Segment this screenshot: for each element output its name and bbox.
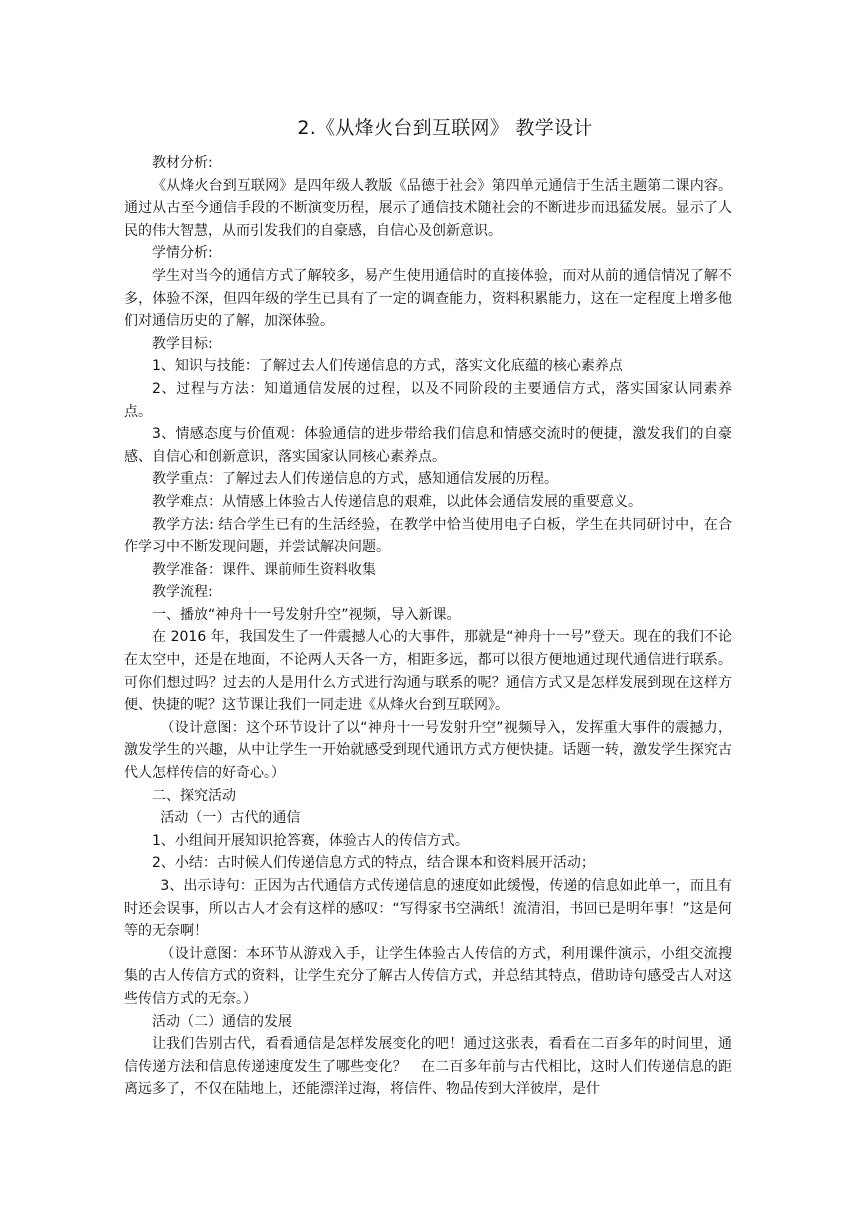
sub-paragraph: 活动（一）古代的通信 <box>160 810 301 827</box>
body-paragraph: 活动（二）通信的发展 <box>152 1013 292 1030</box>
body-paragraph: 《从烽火台到互联网》是四年级人教版《品德于社会》第四单元通信于生活主题第二课内容。通过从古至今通信手段的不断演变历程，展示了通信技术随社会的不断进步而迅猛发展。显示了人民的伟大智慧，从而引发我们的自豪感，自信心及创新意识。 <box>124 177 732 239</box>
document-title: 2.《从烽火台到互联网》 教学设计 <box>297 117 593 139</box>
body-paragraph: 学生对当今的通信方式了解较多，易产生使用通信时的直接体验，而对从前的通信情况了解不多，体验不深，但四年级的学生已具有了一定的调查能力，资料积累能力，这在一定程度上增多他们对通信历史的了解，加深体验。 <box>124 267 732 330</box>
body-paragraph: 2、小结：古时候人们传递信息方式的特点，结合课本和资料展开活动； <box>152 855 595 872</box>
body-paragraph: 1、小组间开展知识抢答赛，体验古人的传信方式。 <box>152 832 469 849</box>
body-paragraph: 教学准备：课件、课前师生资料收集 <box>152 561 376 578</box>
body-paragraph: 一、播放“神舟十一号发射升空”视频，导入新课。 <box>152 606 461 623</box>
section-heading: 教学目标: <box>152 335 213 352</box>
body-paragraph: 在 2016 年，我国发生了一件震撼人心的大事件，那就是“神舟十一号”登天。现在的我们不论在太空中，还是在地面，不论两人天各一方，相距多远，都可以很方便地通过现代通信进行联系。可你们想过吗？过去的人是用什么方式进行沟通与联系的呢？通信方式又是怎样发展到现在这样方便、快捷的呢？这节课让我们一同走进《从烽火台到互联网》。 <box>124 629 732 714</box>
design-intent-note: （设计意图：本环节从游戏入手，让学生体验古人传信的方式，利用课件演示，小组交流搜集的古人传信方式的资料，让学生充分了解古人传信方式，并总结其特点，借助诗句感受古人对这些传信方式的无奈。） <box>124 945 732 1007</box>
section-heading: 教学流程: <box>152 584 213 601</box>
design-intent-note: （设计意图：这个环节设计了以“神舟十一号发射升空”视频导入，发挥重大事件的震撼力，激发学生的兴趣，从中让学生一开始就感受到现代通讯方式方便快捷。话题一转，激发学生探究古代人怎样传信的好奇心。） <box>124 719 732 782</box>
document-body <box>124 152 732 1101</box>
body-paragraph: 1、知识与技能：了解过去人们传递信息的方式，落实文化底蕴的核心素养点 <box>152 358 623 375</box>
section-heading: 教材分析: <box>152 155 213 171</box>
body-paragraph: 让我们告别古代，看看通信是怎样发展变化的吧！通过这张表，看看在二百多年的时间里，通信传递方法和信息传递速度发生了哪些变化？ 在二百多年前与古代相比，这时人们传递信息的距离远多了，不仅在陆地上，还能漂洋过海，将信件、物品传到大洋彼岸，是什 <box>124 1036 732 1098</box>
body-paragraph: 二、探究活动 <box>152 787 236 804</box>
sub-paragraph: 3、出示诗句：正因为古代通信方式传递信息的速度如此缓慢，传递的信息如此单一，而且有时还会误事，所以古人才会有这样的感叹：“写得家书空满纸！流清泪，书回已是明年事！”这是何等的无奈啊！ <box>124 878 732 940</box>
body-paragraph: 教学难点：从情感上体验古人传递信息的艰难，以此体会通信发展的重要意义。 <box>152 493 642 510</box>
body-paragraph: 教学方法: 结合学生已有的生活经验，在教学中恰当使用电子白板，学生在共同研讨中，在合作学习中不断发现问题，并尝试解决问题。 <box>124 516 732 556</box>
section-heading: 学情分析: <box>152 245 213 262</box>
body-paragraph: 教学重点：了解过去人们传递信息的方式，感知通信发展的历程。 <box>152 471 558 488</box>
body-paragraph: 3、情感态度与价值观：体验通信的进步带给我们信息和情感交流时的便捷，激发我们的自豪感、自信心和创新意识，落实国家认同核心素养点。 <box>124 426 732 465</box>
body-paragraph: 2、过程与方法：知道通信发展的过程，以及不同阶段的主要通信方式，落实国家认同素养点。 <box>124 380 732 420</box>
